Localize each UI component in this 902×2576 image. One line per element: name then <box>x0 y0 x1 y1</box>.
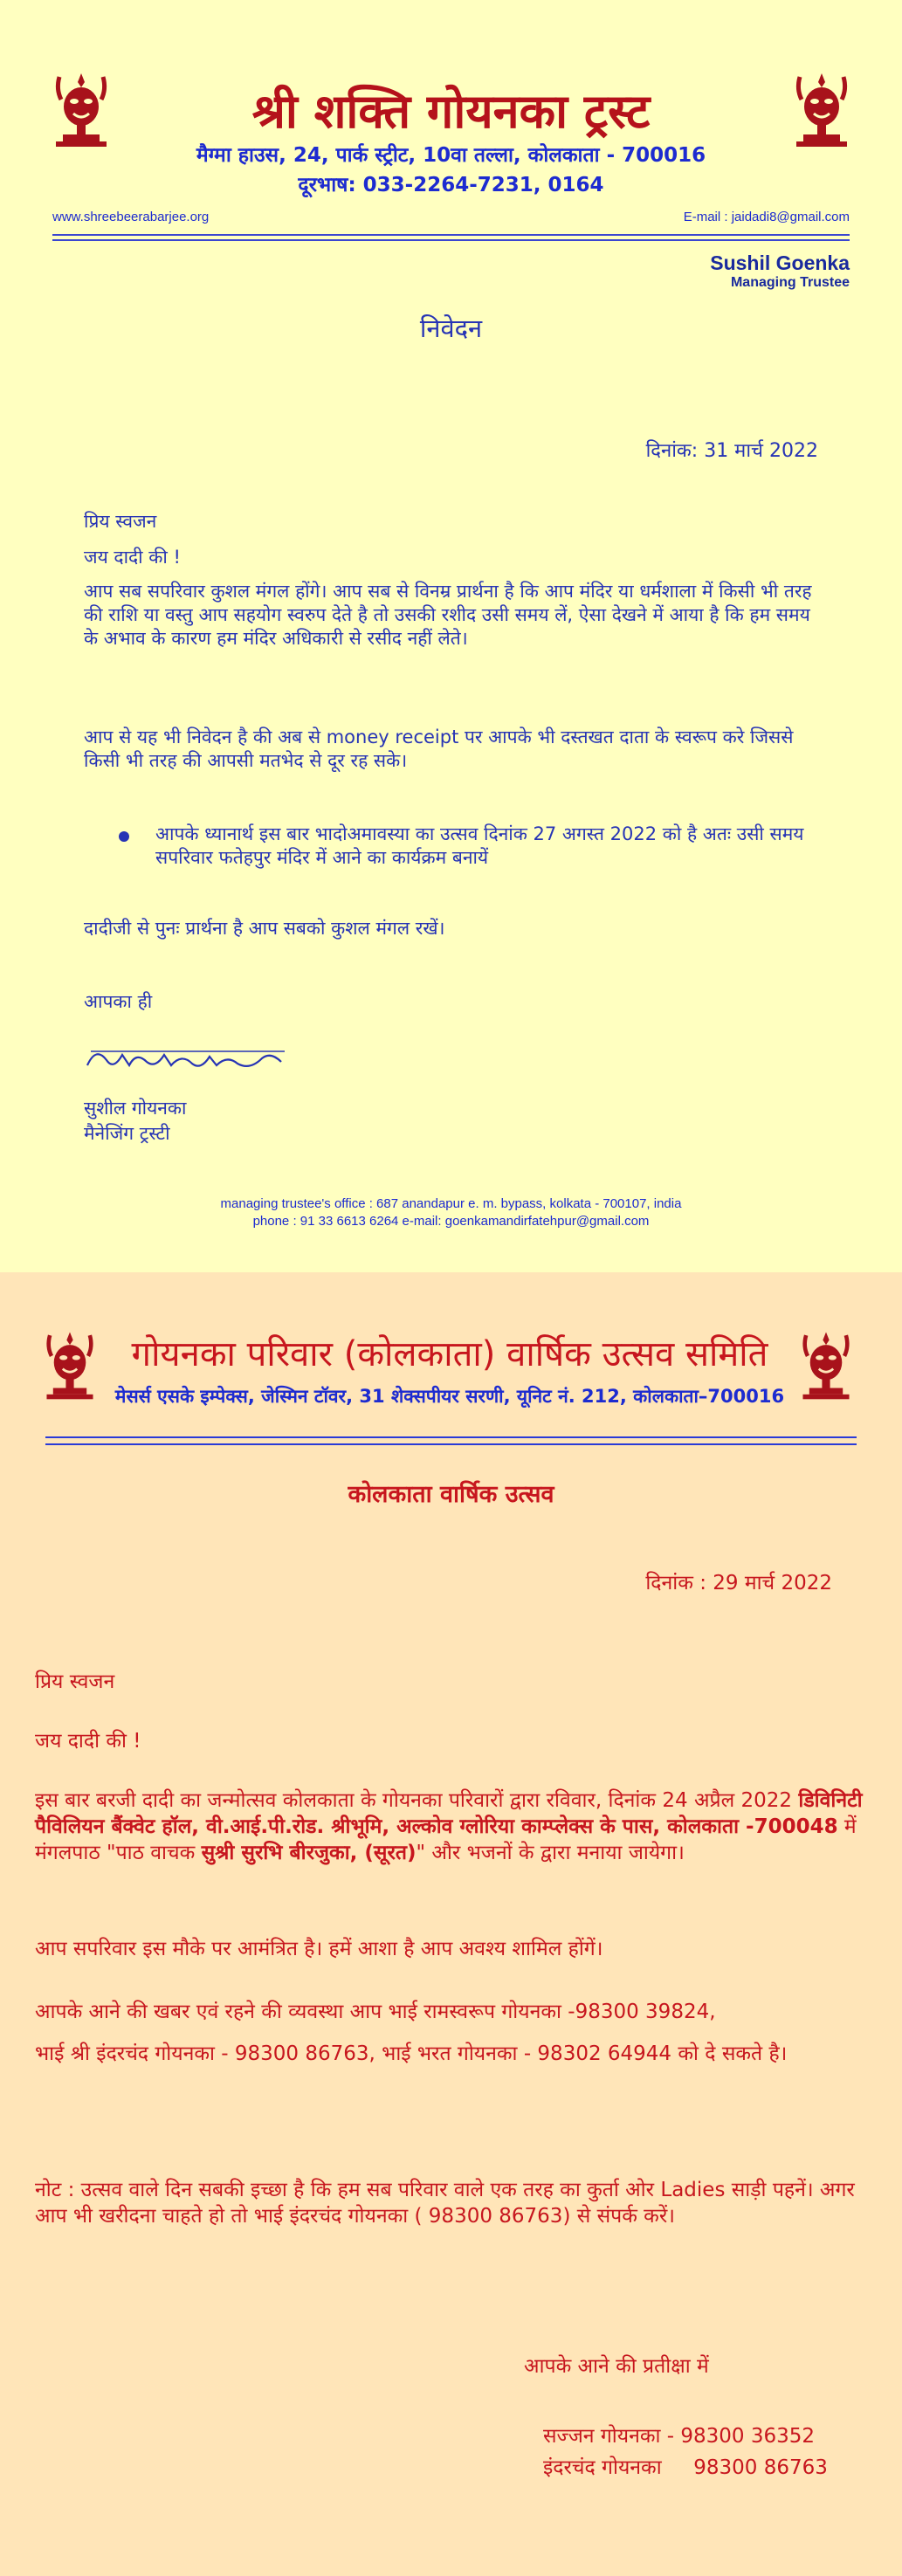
signatory-name: सुशील गोयनका <box>84 1098 187 1119</box>
committee-address: मेसर्स एसके इम्पेक्स, जेस्मिन टॉवर, 31 शेक्सपीयर सरणी, यूनिट नं. 212, कोलकाता–700016 <box>114 1386 785 1407</box>
paragraph-1-text: में मंगलपाठ "पाठ वाचक <box>35 1815 857 1864</box>
contact-line-2: भाई श्री इंदरचंद गोयनका - 98300 86763, भाई भरत गोयनका - 98302 64944 को दे सकते है। <box>35 2042 788 2065</box>
footer-contact: phone : 91 33 6613 6264 e-mail: goenkamandirfatehpur@gmail.com <box>252 1214 650 1229</box>
reciter-name: सुश्री सुरभि बीरजुका, (सूरत) <box>201 1842 417 1864</box>
contact-inderchand: इंदरचंद गोयनका 98300 86763 <box>543 2456 828 2479</box>
greeting: जय दादी की ! <box>84 547 181 568</box>
trust-title: श्री शक्ति गोयनका ट्रस्ट <box>251 83 651 139</box>
signatory-role: मैनेजिंग ट्रस्टी <box>84 1123 170 1144</box>
salutation: प्रिय स्वजन <box>84 511 157 532</box>
closing: आपका ही <box>84 991 153 1012</box>
letter-page-2 <box>0 1272 902 2576</box>
greeting: जय दादी की ! <box>35 1730 141 1753</box>
deity-emblem-icon <box>798 1328 854 1402</box>
paragraph-3: दादीजी से पुनः प्रार्थना है आप सबको कुशल मंगल रखें। <box>84 918 445 939</box>
footer-office: managing trustee's office : 687 anandapur e. m. bypass, kolkata - 700107, india <box>220 1196 682 1211</box>
header-divider <box>52 239 850 241</box>
venue-name: डिविनिटी पैविलियन बैंक्वेट हॉल, वी.आई.पी.रोड. श्रीभूमि, अल्कोव ग्लोरिया काम्प्लेक्स के पास, कोलकाता -700048 <box>35 1789 863 1838</box>
trust-address: मैग्मा हाउस, 24, पार्क स्ट्रीट, 10वा तल्ला, कोलकाता - 700016 <box>196 144 706 167</box>
email-link[interactable]: E-mail : jaidadi8@gmail.com <box>683 210 850 224</box>
letter-page-1 <box>0 0 902 1272</box>
paragraph-2: आप सपरिवार इस मौके पर आमंत्रित है। हमें आशा है आप अवश्य शामिल होंगें। <box>35 1938 603 1960</box>
paragraph-1-text: इस बार बरजी दादी का जन्मोत्सव कोलकाता के गोयनका परिवारों द्वारा रविवार, दिनांक 24 अप्रैल 2022 <box>35 1789 799 1812</box>
header-divider <box>45 1443 857 1445</box>
trustee-name: Sushil Goenka <box>710 251 850 274</box>
header-divider <box>52 234 850 236</box>
trustee-role: Managing Trustee <box>730 275 850 290</box>
letter-date: दिनांक: 31 मार्च 2022 <box>645 440 818 462</box>
letter-date: दिनांक : 29 मार्च 2022 <box>645 1572 832 1595</box>
closing: आपके आने की प्रतीक्षा में <box>524 2355 709 2378</box>
paragraph-1 <box>35 1787 864 1866</box>
header-divider <box>45 1436 857 1438</box>
paragraph-2: आप से यह भी निवेदन है की अब से money receipt पर आपके भी दस्तखत दाता के स्वरूप करे जिससे किसी भी तरह की आपसी मतभेद से दूर रह सके। <box>84 727 794 771</box>
signature-scribble <box>84 1039 293 1079</box>
trust-phone: दूरभाष: 033-2264-7231, 0164 <box>298 174 604 196</box>
committee-title: गोयनका परिवार (कोलकाता) वार्षिक उत्सव समिति <box>131 1334 768 1374</box>
signature <box>84 1039 293 1083</box>
contact-sajjan: सज्जन गोयनका - 98300 36352 <box>543 2425 816 2448</box>
trustee-block <box>710 251 850 291</box>
letter-heading: कोलकाता वार्षिक उत्सव <box>348 1481 554 1508</box>
paragraph-1-text: " और भजनों के द्वारा मनाया जायेगा। <box>416 1842 685 1864</box>
note: नोट : उत्सव वाले दिन सबकी इच्छा है कि हम सब परिवार वाले एक तरह का कुर्ता ओर Ladies साड़ी पहनें। अगर आप भी खरीदना चाहते हो तो भाई इंदरचंद गोयनका ( 98300 86763) से संपर्क करें। <box>35 2179 855 2228</box>
salutation: प्रिय स्वजन <box>35 1670 115 1693</box>
contact-line-1: आपके आने की खबर एवं रहने की व्यवस्था आप भाई रामस्वरूप गोयनका -98300 39824, <box>35 2001 716 2023</box>
paragraph-1: आप सब सपरिवार कुशल मंगल होंगे। आप सब से विनम्र प्रार्थना है कि आप मंदिर या धर्मशाला में किसी भी तरह की राशि या वस्तु आप सहयोग स्वरुप देते है तो उसकी रशीद उसी समय लें, ऐसा देखने में आया है कि हम समय के अभाव के कारण हम मंदिर अधिकारी से रसीद नहीं लेते। <box>84 581 812 649</box>
bullet-dot <box>119 831 129 842</box>
deity-emblem-icon <box>42 1328 98 1402</box>
letter-heading: निवेदन <box>419 313 483 343</box>
bullet-item: आपके ध्यानार्थ इस बार भादोअमावस्या का उत्सव दिनांक 27 अगस्त 2022 को है अतः उसी समय सपरिवार फतेहपुर मंदिर में आने का कार्यक्रम बनायें <box>155 823 804 868</box>
website-link[interactable]: www.shreebeerabarjee.org <box>52 210 210 224</box>
